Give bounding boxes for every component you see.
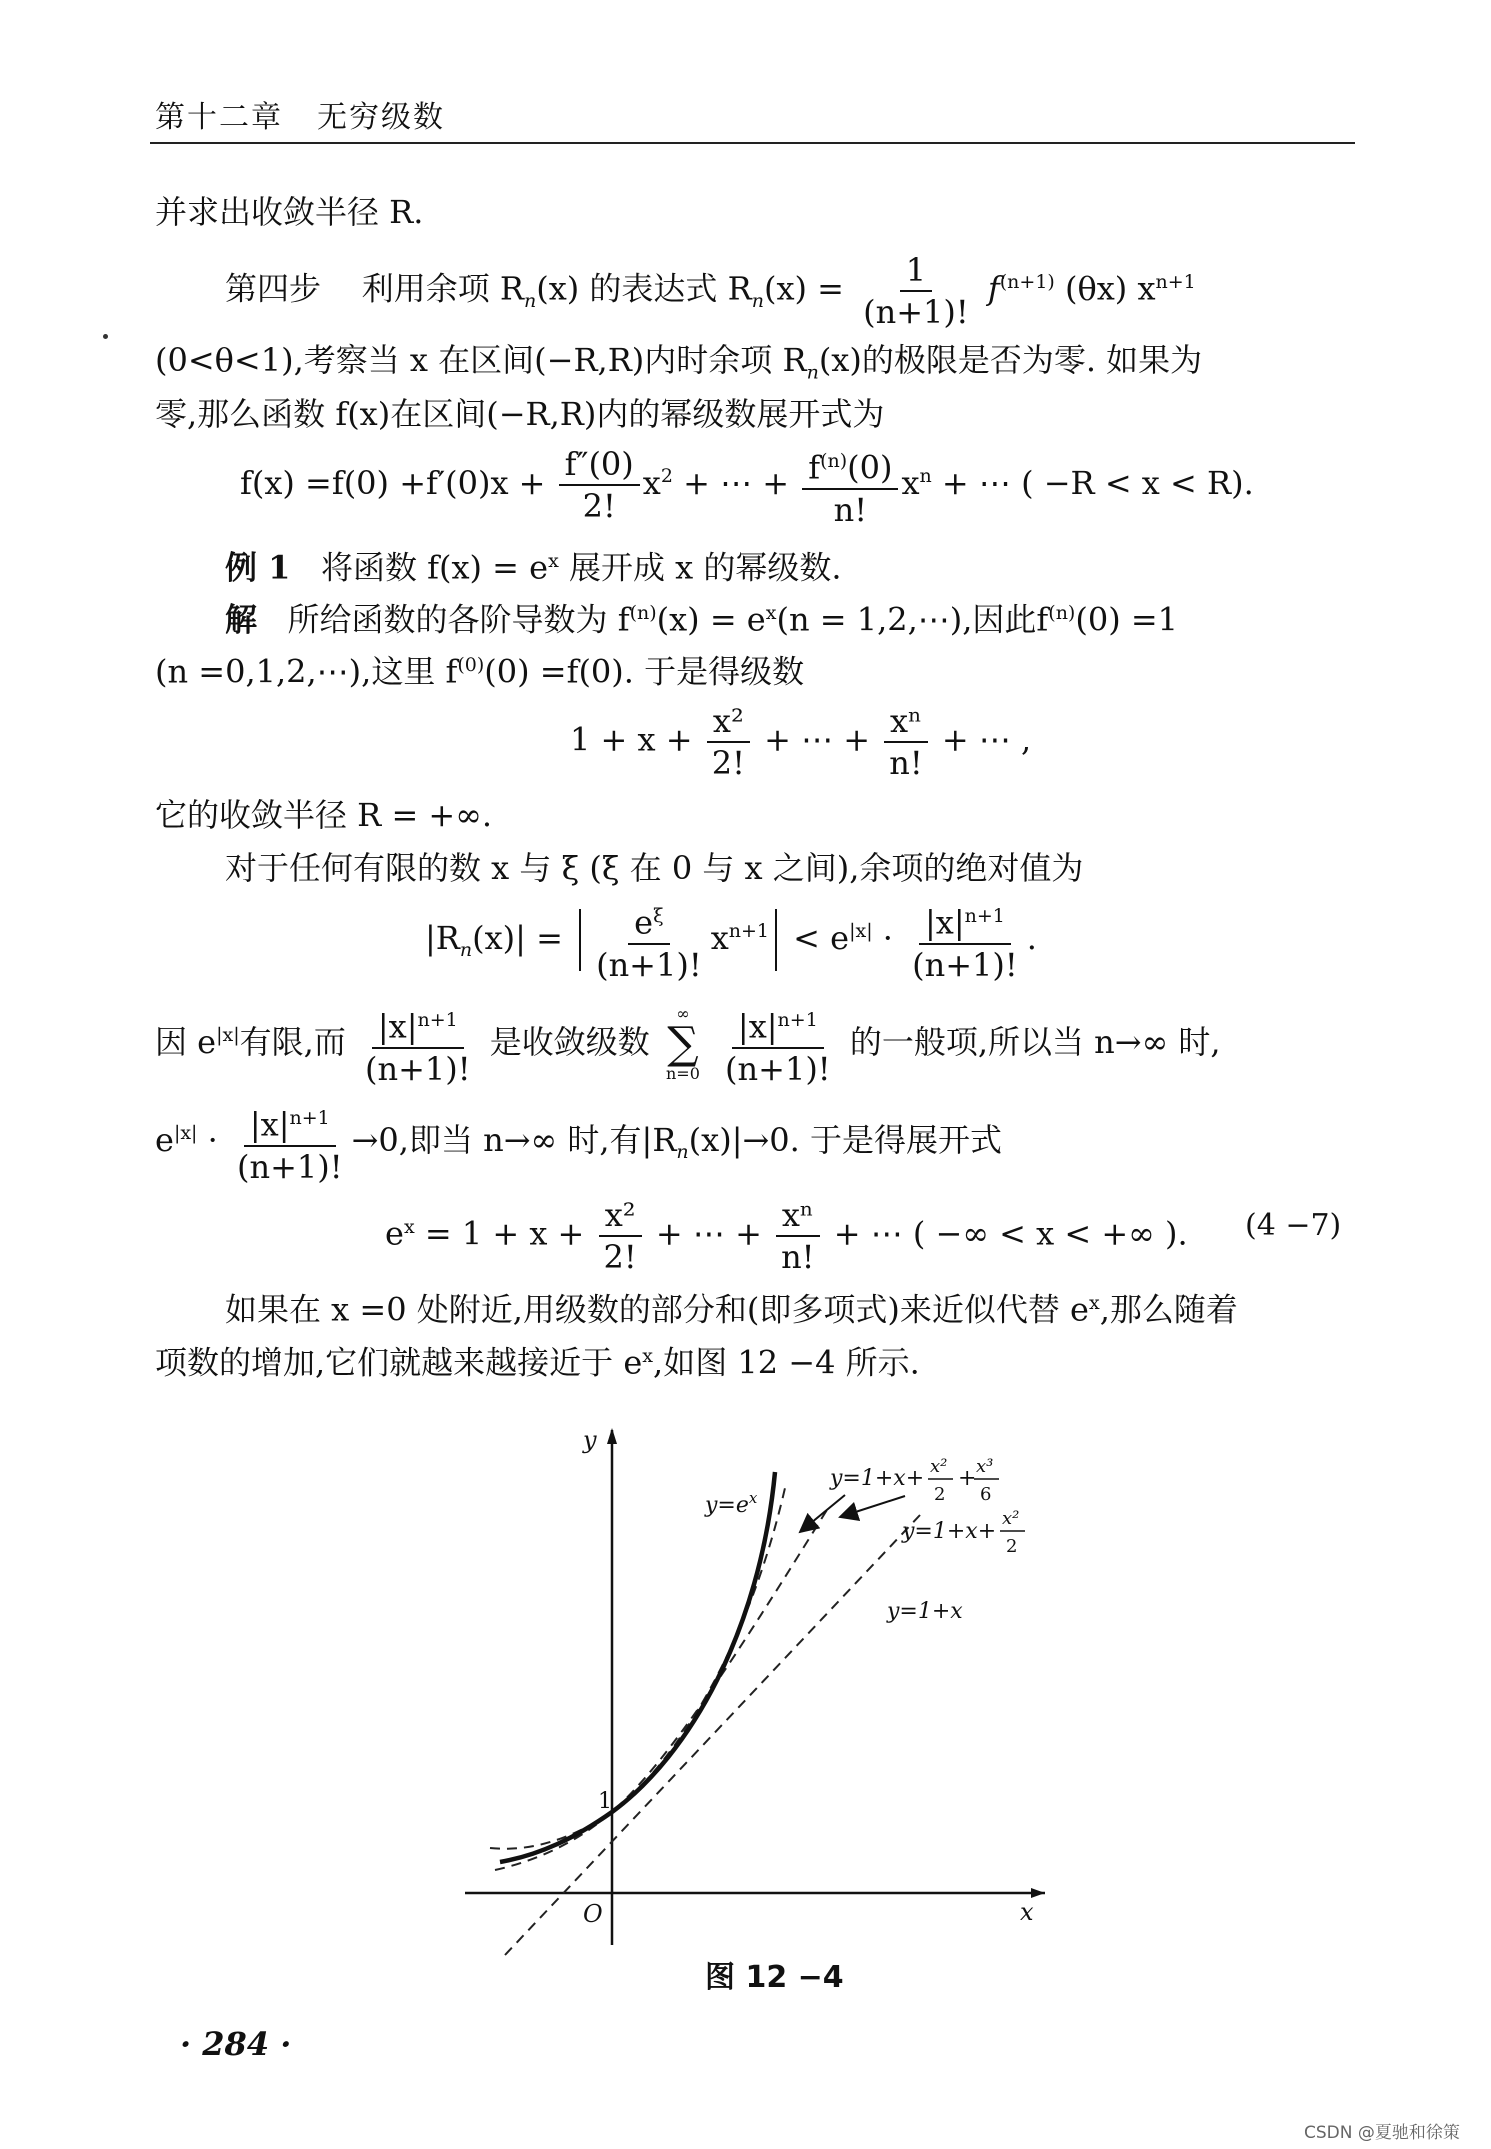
text-p4: 零,那么函数 f(x)在区间(−R,R)内的幂级数展开式为 [155,395,885,433]
example-label: 例 1 [225,548,291,587]
label-cubic-plus: + [958,1466,977,1491]
sigma-sum: ∞ ∑ n=0 [665,1004,700,1084]
paragraph-remainder: 对于任何有限的数 x 与 ξ (ξ 在 0 与 x 之间),余项的绝对值为 [225,849,1084,887]
label-cubic-n2: x³ [976,1456,994,1477]
paragraph-limit: $e^{|x|}$ · $\frac{|x|^{n+1}}{(n+1)!}$ →0,即当 n→∞ 时,有$|R_n(x)|\to 0$. 于是得展开式 [155,1100,1002,1185]
step4-fraction: $\frac{1}{(n+1)!}$ [863,251,969,331]
header-rule [150,142,1355,144]
label-cubic-n1: x² [930,1456,948,1477]
curve-cubic [490,1488,785,1849]
label-quad: y=1+x+ [902,1519,997,1544]
margin-dot [103,334,108,339]
label-x: x [1020,1898,1034,1926]
solution-line: 解 所给函数的各阶导数为 $f^{(n)}(x) = e^x(n$ = 1,2,⋯),因此$f^{(n)}(0) =1$ [225,600,1179,639]
label-one: 1 [598,1789,612,1814]
chapter-label: 第十二章 [155,100,283,135]
paragraph-radius-inf: 它的收敛半径 R = +∞. [155,796,493,834]
step4-label: 第四步 [225,269,322,308]
step4-text-b: (x) 的表达式 R [536,269,752,308]
step4-tail: f [987,269,1000,308]
paragraph-step4-cont: (0<θ<1),考察当 x 在区间(−R,R)内时余项 $R_n(x)$的极限是否为零. 如果为 [155,341,1203,384]
page-number: · 284 · [180,2025,292,2063]
label-cubic-d1: 2 [934,1484,946,1505]
label-quad-n: x² [1002,1508,1020,1529]
label-y: y [583,1426,597,1454]
step4-text-c: (x) = [763,269,844,308]
paragraph-expansion [155,392,884,436]
equation-taylor: f(x) =f(0) +f′(0)x + $\frac{f''(0)}{2!}$ $x^2$ + ⋯ + $\frac{f^{(n)}(0)}{n!}$ $x^n$ + ⋯ ( −R < x < R). [240,443,1254,528]
curve-linear [505,1515,920,1955]
label-cubic-d2: 6 [980,1484,992,1505]
label-linear: y=1+x [887,1599,963,1624]
y-axis-arrow [607,1428,617,1444]
label-cubic: y=1+x+ [830,1466,925,1491]
arrow-quad [840,1496,905,1517]
watermark: CSDN @夏驰和徐策 [1304,2123,1460,2143]
step4-line: 第四步 利用余项 $R_n(x)$ 的表达式 $R_n(x)$ = $\frac{1}{(n+1)!}$ $f^{(n+1)}$ (θx) $x^{n+1}$ [225,251,1196,331]
solution-label: 解 [225,600,258,639]
label-exp: $y=e^x$ [705,1489,758,1518]
paragraph-approx: 如果在 x =0 处附近,用级数的部分和(即多项式)来近似代替 $e^x$,那么随着 [225,1290,1238,1329]
running-header [155,92,445,136]
text-p3b: (x)的极限是否为零. 如果为 [818,341,1203,379]
equation-number: (4 −7) [1245,1208,1342,1243]
paragraph-approx-cont: 项数的增加,它们就越来越接近于 $e^x$,如图 12 −4 所示. [155,1343,920,1382]
paragraph-convergent: 因 $e^{|x|}$有限,而 $\frac{|x|^{n+1}}{(n+1)!}$ 是收敛级数 ∞ ∑ n=0 $\frac{|x|^{n+1}}{(n+1)!}$ 的一般项,所以当 n→∞ 时, [155,1002,1221,1087]
solution-cont: (n =0,1,2,⋯),这里 $f^{(0)}(0) =f(0)$. 于是得级数 [155,652,805,691]
figure-12-4 [450,1400,1070,1960]
text-p3: (0<θ<1),考察当 x 在区间(−R,R)内时余项 R [155,341,807,379]
equation-remainder-bound: $|R_n(x)|$ = $\frac{e^\xi}{(n+1)!}$ $x^{n+1} < e^{|x|}$ · $\frac{|x|^{n+1}}{(n+1)!}$ . [425,898,1037,983]
curve-exponential [500,1472,775,1862]
text-p1: 并求出收敛半径 R. [155,193,424,231]
figure-caption: 图 12 −4 [705,1960,844,1995]
label-quad-d: 2 [1006,1536,1018,1557]
arrow-cubic [800,1495,845,1532]
step4-tail2: (θx) x [1065,269,1156,308]
equation-ex-expansion: $e^x = 1 + x$ + $\frac{\text{x²}}{2!}$ + ⋯ + $\frac{\text{xⁿ}}{n!}$ + ⋯ ( −∞ < x < +∞ ). [385,1196,1188,1276]
label-origin: O [583,1900,603,1928]
equation-series: 1 + x + $\frac{\text{x²}}{2!}$ + ⋯ + $\frac{\text{xⁿ}}{n!}$ + ⋯ , [570,702,1032,782]
curve-quadratic [495,1505,830,1870]
step4-text: 利用余项 R [361,269,524,308]
paragraph-radius [155,190,423,234]
example-1: 例 1 将函数 $f(x) = e^x$ 展开成 x 的幂级数. [225,548,842,587]
chapter-title: 无穷级数 [317,100,445,135]
x-axis-arrow [1031,1888,1045,1898]
